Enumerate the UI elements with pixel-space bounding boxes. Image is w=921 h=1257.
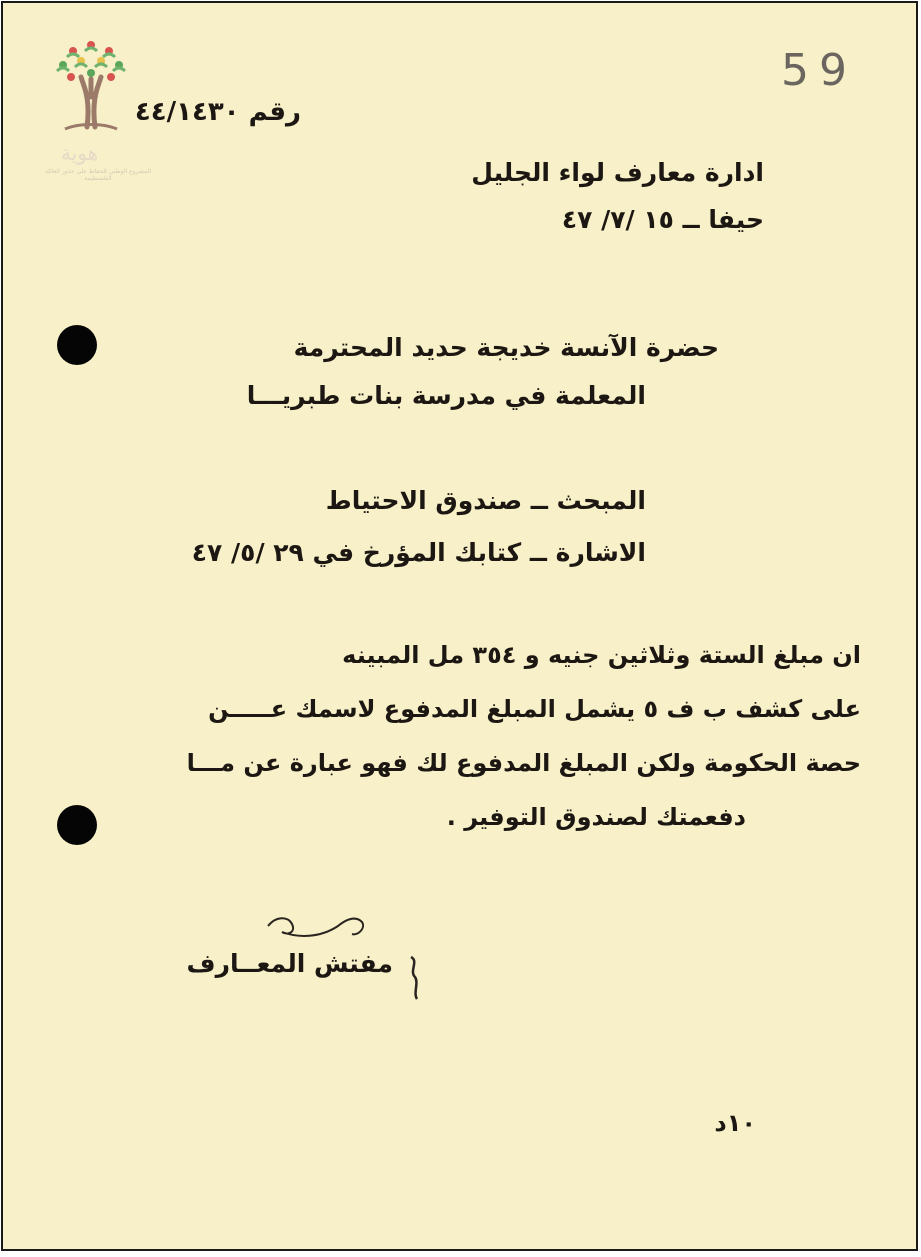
body-line-3: حصة الحكومة ولكن المبلغ المدفوع لك فهو عبارة عن مـــا <box>186 749 861 777</box>
recipient-line-1: حضرة الآنسة خديجة حديد المحترمة <box>293 333 719 362</box>
document-page <box>1 1 918 1251</box>
body-line-2: على كشف ب ف ٥ يشمل المبلغ المدفوع لاسمك عـــــن <box>208 695 861 723</box>
folio-number: 59 <box>781 45 857 96</box>
logo-subtitle: المشروع الوطني للحفاظ على جذور العائلة الفلسطينية <box>44 168 152 183</box>
hawiya-logo-icon <box>51 37 131 137</box>
subject-line: المبحث ــ صندوق الاحتياط <box>325 486 646 515</box>
reference-number: رقم ٤٤/١٤٣٠ <box>134 97 301 127</box>
body-line-1: ان مبلغ الستة وثلاثين جنيه و ٣٥٤ مل المبينه <box>342 641 861 669</box>
punch-hole-bottom <box>57 805 97 845</box>
sender-place-date: حيفا ــ ١٥ /٧/ ٤٧ <box>561 205 764 234</box>
logo-wordmark: هوية <box>61 141 99 165</box>
signature-mark-icon <box>405 953 425 1003</box>
body-line-4: دفعمتك لصندوق التوفير . <box>446 803 746 831</box>
footer-code: ١٠د <box>714 1109 756 1137</box>
punch-hole-top <box>57 325 97 365</box>
recipient-line-2: المعلمة في مدرسة بنات طبريـــا <box>246 381 646 410</box>
signatory-title: مفتش المعــارف <box>186 949 393 978</box>
reference-line: الاشارة ــ كتابك المؤرخ في ٢٩ /٥/ ٤٧ <box>191 538 646 567</box>
sender-office: ادارة معارف لواء الجليل <box>471 158 764 187</box>
